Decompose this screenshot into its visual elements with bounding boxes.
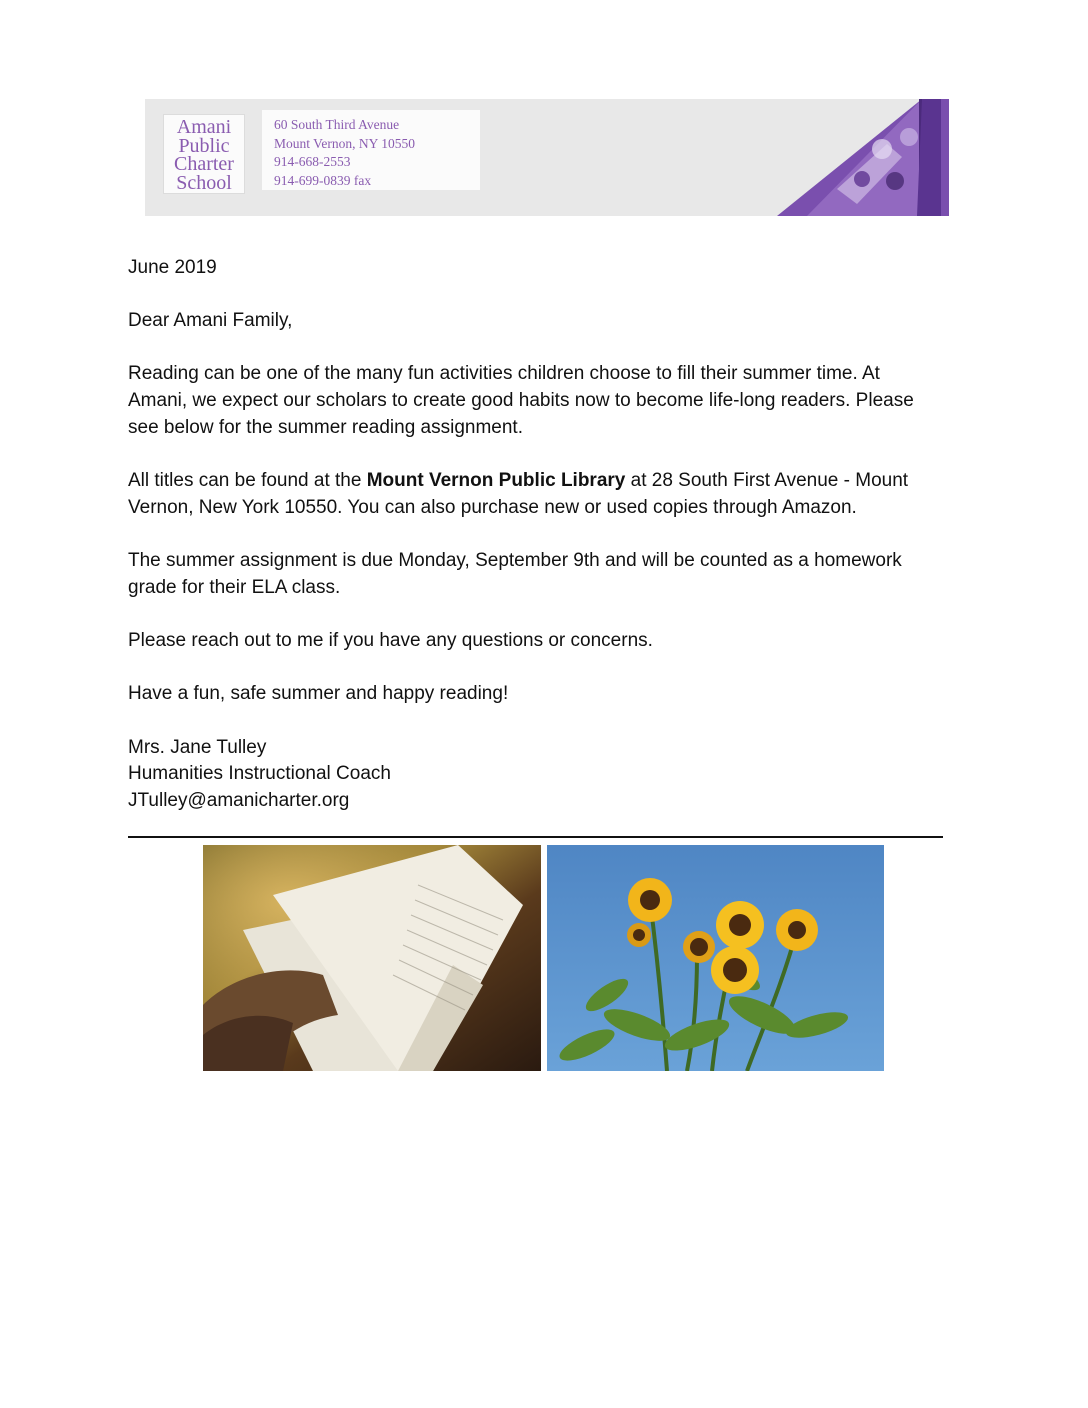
text-run: All titles can be found at the [128, 470, 367, 491]
paragraph-line: grade for their ELA class. [128, 577, 341, 598]
address-line: 60 South Third Avenue [274, 117, 400, 132]
signature-email: JTulley@amanicharter.org [128, 790, 350, 811]
paragraph-line: Please reach out to me if you have any questions or concerns. [128, 630, 653, 651]
paragraph-line: Have a fun, safe summer and happy reading! [128, 683, 509, 704]
open-book-photo [203, 845, 541, 1071]
address-line: 914-668-2553 [274, 154, 351, 169]
address-line: 914-699-0839 fax [274, 172, 372, 188]
letter-date: June 2019 [128, 257, 217, 278]
signature-title: Humanities Instructional Coach [128, 763, 391, 784]
letterhead-banner [145, 99, 949, 216]
text-run: at 28 South First Avenue - Mount [625, 470, 909, 491]
school-address [262, 110, 480, 190]
logo-line: School [176, 171, 232, 194]
library-name: Mount Vernon Public Library [366, 470, 626, 491]
address-line: Mount Vernon, NY 10550 [274, 135, 415, 151]
logo-line: Public [178, 134, 230, 157]
divider-line [128, 836, 943, 838]
logo-line: Amani [176, 116, 232, 138]
signature-name: Mrs. Jane Tulley [128, 737, 267, 758]
paragraph-line: see below for the summer reading assignment. [128, 417, 523, 438]
paragraph-line: Vernon, New York 10550. You can also purchase new or used copies through Amazon. [128, 497, 857, 518]
logo-line: Charter [174, 153, 234, 175]
classroom-banner-image [777, 99, 949, 216]
school-logo [163, 114, 245, 194]
paragraph-line: Reading can be one of the many fun activities children choose to fill their summer time. At [128, 363, 880, 384]
sunflowers-photo [547, 845, 884, 1071]
paragraph-line [128, 467, 908, 494]
paragraph-line: Amani, we expect our scholars to create good habits now to become life-long readers. Please [128, 390, 914, 411]
letter-salutation: Dear Amani Family, [128, 310, 293, 331]
paragraph-line: The summer assignment is due Monday, September 9th and will be counted as a homework [128, 550, 902, 571]
